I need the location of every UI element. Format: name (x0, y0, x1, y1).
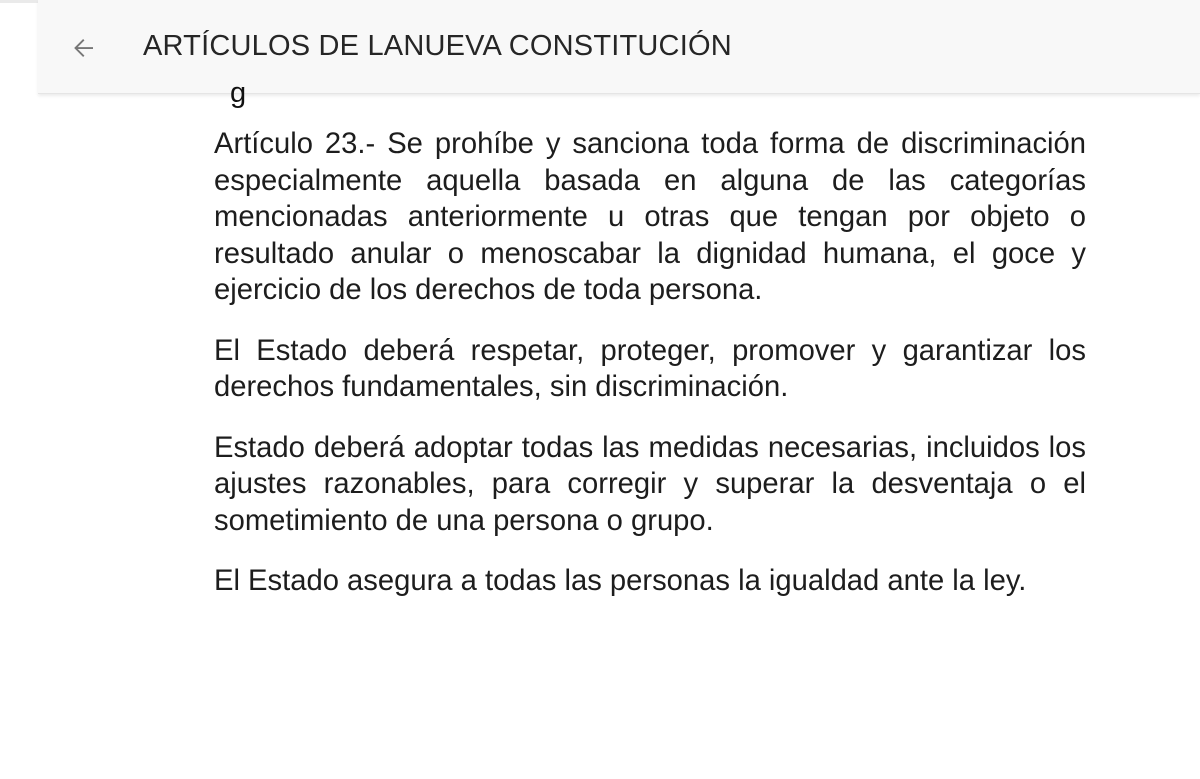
article-paragraph-4: El Estado asegura a todas las personas la igualdad ante la ley. (214, 565, 1027, 597)
partial-previous-text (230, 81, 284, 88)
article-paragraph-1: Artículo 23.- Se prohíbe y sanciona toda forma de discriminación especialmente aquella basada en alguna de las categorías mencionadas anteriormente u otras que tengan por objeto o resultado anular o menoscabar la dignidad humana, el goce y ejercicio de los derechos de toda persona. (214, 128, 1086, 306)
article-paragraph-2: El Estado deberá respetar, proteger, promover y garantizar los derechos fundamentales, sin discriminación. (214, 334, 1086, 403)
app-bar (38, 0, 1200, 94)
page-title: ARTÍCULOS DE LANUEVA CONSTITUCIÓN (143, 30, 732, 62)
article-paragraph-3: Estado deberá adoptar todas las medidas necesarias, incluidos los ajustes razonables, para corregir y superar la desventaja o el sometimiento de una persona o grupo. (214, 431, 1086, 537)
arrow-left-icon (68, 33, 98, 63)
back-button[interactable] (64, 29, 102, 67)
article-content (214, 126, 1086, 600)
